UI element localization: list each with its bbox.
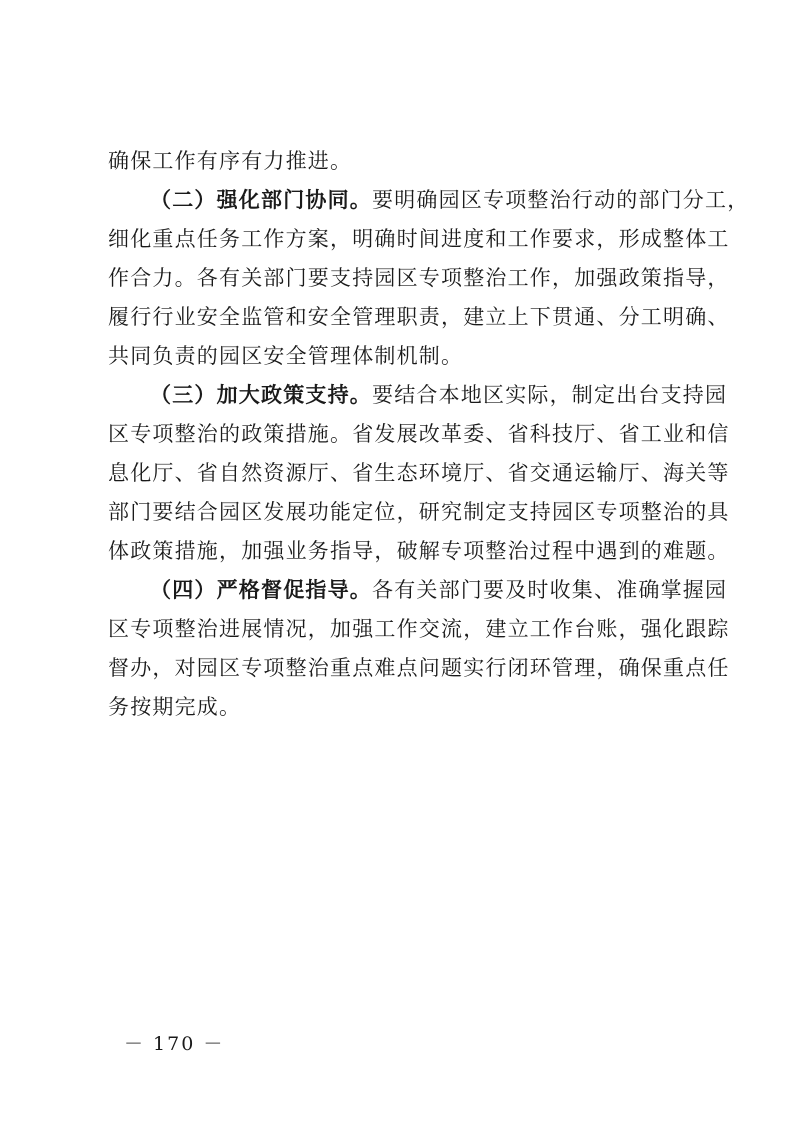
section-heading: （四）严格督促指导。: [150, 577, 372, 602]
body-line: 体政策措施，加强业务指导，破解专项整治过程中遇到的难题。: [108, 539, 730, 563]
section-heading: （二）强化部门协同。: [150, 187, 372, 212]
section-heading-line: [150, 380, 728, 410]
section-heading: （三）加大政策支持。: [150, 382, 372, 407]
body-line: 细化重点任务工作方案，明确时间进度和工作要求，形成整体工: [108, 227, 730, 251]
body-line: 共同负责的园区安全管理体制机制。: [108, 344, 464, 368]
body-line: 履行行业安全监管和安全管理职责，建立上下贯通、分工明确、: [108, 305, 730, 329]
section-lead-text: 要结合本地区实际，制定出台支持园: [372, 383, 728, 407]
body-line: 区专项整治进展情况，加强工作交流，建立工作台账，强化跟踪: [108, 617, 730, 641]
section-heading-line: [150, 185, 750, 215]
section-lead-text: 各有关部门要及时收集、准确掌握园: [372, 578, 728, 602]
section-heading-line: [150, 575, 728, 605]
body-line: 部门要结合园区发展功能定位，研究制定支持园区专项整治的具: [108, 500, 730, 524]
body-line: 区专项整治的政策措施。省发展改革委、省科技厅、省工业和信: [108, 422, 730, 446]
section-lead-text: 要明确园区专项整治行动的部门分工，: [372, 188, 750, 212]
page-number: － 170 －: [124, 1033, 225, 1055]
body-line: 督办，对园区专项整治重点难点问题实行闭环管理，确保重点任: [108, 656, 730, 680]
body-line: 确保工作有序有力推进。: [108, 149, 353, 173]
body-line: 作合力。各有关部门要支持园区专项整治工作，加强政策指导，: [108, 266, 730, 290]
body-line: 务按期完成。: [108, 695, 242, 719]
body-line: 息化厅、省自然资源厅、省生态环境厅、省交通运输厅、海关等: [108, 461, 730, 485]
